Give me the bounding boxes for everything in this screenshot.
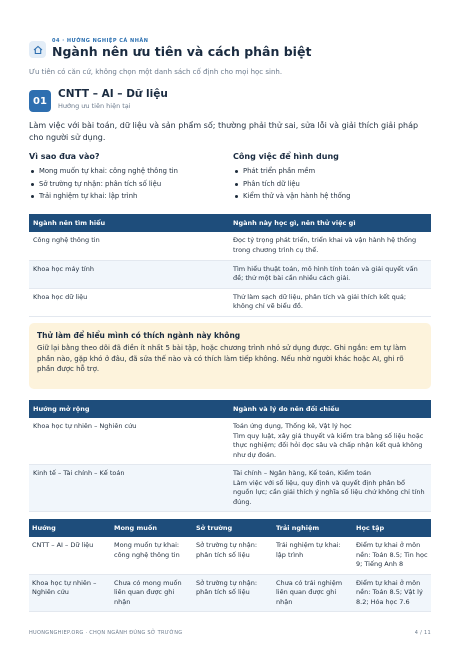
table-cell: Thử làm sạch dữ liệu, phân tích và giải thích kết quả; không chỉ vẽ biểu đồ. [229,288,431,316]
table-cell: Khoa học tự nhiên – Nghiên cứu [29,574,111,612]
column-header: Trải nghiệm [273,519,353,537]
majors-table [29,214,431,317]
table-row [29,465,431,512]
intro-text: Ưu tiên có căn cứ, không chọn một danh sách cố định cho mọi học sinh. [29,68,283,76]
expansion-table [29,400,431,512]
column-header: Ngành nên tìm hiểu [29,214,229,232]
page-footer [29,630,431,636]
column-header: Hướng mở rộng [29,400,229,418]
why-column [29,152,225,203]
section-eyebrow: 04 · HƯỚNG NGHIỆP CÁ NHÂN [52,38,149,44]
table-cell: Tài chính – Ngân hàng, Kế toán, Kiểm toán Làm việc với số liệu, quy định và quyết định phân bổ nguồn lực; cần giải thích ý nghĩa số liệu chứ không chỉ tính đúng. [229,465,431,512]
table-row [29,288,431,316]
section-number-badge: 01 [29,90,51,112]
list-item: Mong muốn tự khai: công nghệ thông tin [29,165,225,178]
why-heading: Vì sao đưa vào? [29,152,100,161]
comparison-table [29,519,431,612]
table-cell: CNTT – AI – Dữ liệu [29,537,111,574]
table-row [29,574,431,612]
jobs-heading: Công việc để hình dung [233,152,339,161]
table-cell: Công nghệ thông tin [29,232,229,260]
table-row [29,260,431,288]
list-item: Phát triển phần mềm [233,165,429,178]
section-title: CNTT – AI – Dữ liệu [58,88,168,100]
callout-text: Giữ lại bằng theo dõi đã điền ít nhất 5 bài tập, hoặc chương trình nhỏ sử dụng được. Ghi ngắn: em tự làm phần nào, gặp khó ở đâu, đã sửa thế nào và có thích làm tiếp không. Nếu nhờ người khác hoặc AI, ghi rõ phần được hỗ trợ. [37,344,407,373]
column-header: Sở trường [193,519,273,537]
table-header-row [29,400,431,418]
table-cell: Điểm tự khai ở môn nền: Toán 8.5; Vật lý 8.2; Hóa học 7.6 [353,574,431,612]
section-heading [29,88,431,114]
table-cell: Sở trường tự nhận: phân tích số liệu [193,537,273,574]
table-cell: Mong muốn tự khai: công nghệ thông tin [111,537,193,574]
table-cell: Khoa học máy tính [29,260,229,288]
table-cell: Điểm tự khai ở môn nền: Toán 8.5; Tin học 9; Tiếng Anh 8 [353,537,431,574]
table-cell: Chưa có mong muốn liên quan được ghi nhận [111,574,193,612]
table-header-row [29,519,431,537]
table-cell: Kinh tế – Tài chính – Kế toán [29,465,229,512]
table-cell: Khoa học dữ liệu [29,288,229,316]
table-cell: Sở trường tự nhận: phân tích số liệu [193,574,273,612]
list-item: Trải nghiệm tự khai: lập trình [29,190,225,203]
jobs-list [233,165,429,203]
page-title: Ngành nên ưu tiên và cách phân biệt [52,44,312,59]
section-description: Làm việc với bài toán, dữ liệu và sản phẩm số; thường phải thử sai, sửa lỗi và giải thích giải pháp cho người sử dụng. [29,121,419,142]
column-header: Học tập [353,519,431,537]
table-row [29,537,431,574]
table-cell: Tìm hiểu thuật toán, mô hình tính toán và giải quyết vấn đề; thử một bài cần nhiều cách giải. [229,260,431,288]
why-list [29,165,225,203]
home-icon[interactable] [29,41,46,58]
table-cell: Trải nghiệm tự khai: lập trình [273,537,353,574]
column-header: Ngành và lý do nên đối chiếu [229,400,431,418]
list-item: Kiểm thử và vận hành hệ thống [233,190,429,203]
table-row [29,232,431,260]
table-cell: Toán ứng dụng, Thống kê, Vật lý học Tìm quy luật, xây giả thuyết và kiểm tra bằng số liệu hoặc thực nghiệm; đối hỏi đọc sâu và chấp nhận kết quả không như dự đoán. [229,418,431,465]
list-item: Sở trường tự nhận: phân tích số liệu [29,178,225,191]
home-glyph [33,45,43,55]
section-subtitle: Hướng ưu tiên hiện tại [58,102,131,110]
callout-title: Thử làm để hiểu mình có thích ngành này không [37,331,241,340]
column-header: Mong muốn [111,519,193,537]
column-header: Ngành này học gì, nên thử việc gì [229,214,431,232]
tip-callout [29,323,431,389]
table-cell: Khoa học tự nhiên – Nghiên cứu [29,418,229,465]
jobs-column [233,152,429,203]
page-number: 4 / 11 [414,630,431,636]
table-cell: Chưa có trải nghiệm liên quan được ghi nhận [273,574,353,612]
footer-site-label[interactable]: HUONGNGHIEP.ORG · CHỌN NGÀNH ĐÚNG SỞ TRƯỜNG [29,630,183,636]
column-header: Hướng [29,519,111,537]
table-header-row [29,214,431,232]
table-cell: Đọc tỷ trọng phát triển, triển khai và vận hành hệ thống trong chương trình cụ thể. [229,232,431,260]
table-row [29,418,431,465]
list-item: Phân tích dữ liệu [233,178,429,191]
